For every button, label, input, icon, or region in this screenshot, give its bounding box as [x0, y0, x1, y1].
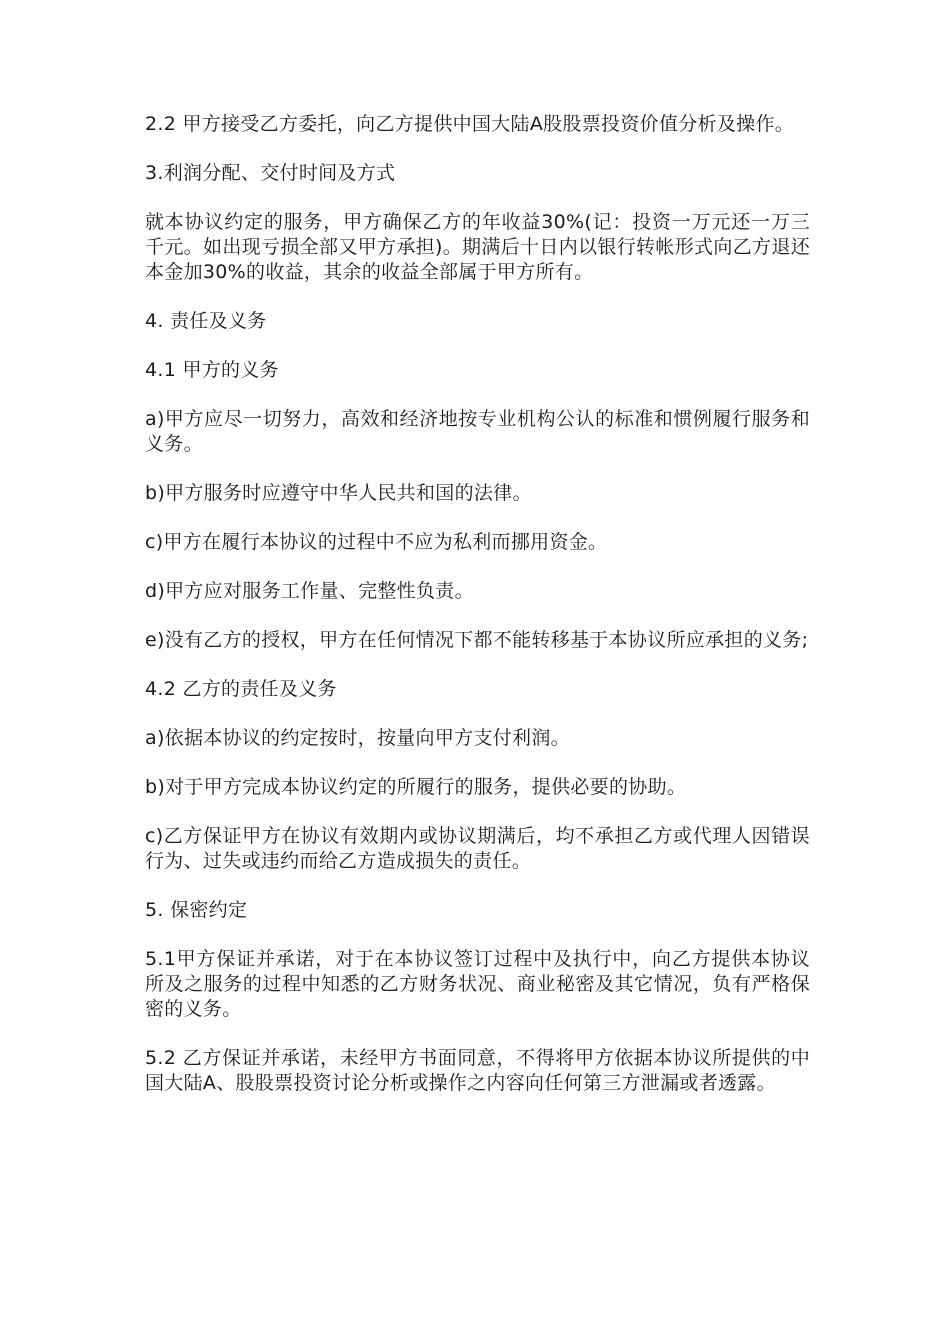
clause-4-2-b: b)对于甲方完成本协议约定的所履行的服务，提供必要的协助。: [145, 776, 687, 798]
clause-4-1-b: b)甲方服务时应遵守中华人民共和国的法律。: [145, 482, 532, 504]
clause-4-2-heading: 4.2 乙方的责任及义务: [145, 678, 337, 700]
clause-4-1-heading: 4.1 甲方的义务: [145, 359, 279, 381]
clause-4-2-a: a)依据本协议的约定按时，按量向甲方支付利润。: [145, 727, 570, 749]
clause-4-1-a: a)甲方应尽一切努力，高效和经济地按专业机构公认的标准和惯例履行服务和义务。: [145, 408, 810, 455]
profit-distribution-text: 就本协议约定的服务，甲方确保乙方的年收益30%(记：投资一万元还一万三千元。如出现亏损全部又甲方承担)。期满后十日内以银行转帐形式向乙方退还本金加30%的收益，其余的收益全部属于甲方所有。: [145, 211, 810, 283]
section-5-heading: 5. 保密约定: [145, 899, 248, 921]
clause-2-2: 2.2 甲方接受乙方委托，向乙方提供中国大陆A股股票投资价值分析及操作。: [145, 113, 795, 135]
section-4-heading: 4. 责任及义务: [145, 310, 267, 332]
clause-4-2-c: c)乙方保证甲方在协议有效期内或协议期满后，均不承担乙方或代理人因错误行为、过失或违约而给乙方造成损失的责任。: [145, 825, 810, 872]
section-3-heading: 3.利润分配、交付时间及方式: [145, 162, 396, 184]
clause-5-1: 5.1甲方保证并承诺，对于在本协议签订过程中及执行中，向乙方提供本协议所及之服务的过程中知悉的乙方财务状况、商业秘密及其它情况，负有严格保密的义务。: [145, 948, 810, 1020]
clause-4-1-c: c)甲方在履行本协议的过程中不应为私利而挪用资金。: [145, 531, 608, 553]
clause-4-1-d: d)甲方应对服务工作量、完整性负责。: [145, 580, 474, 602]
clause-5-2: 5.2 乙方保证并承诺，未经甲方书面同意，不得将甲方依据本协议所提供的中国大陆A、股股票投资讨论分析或操作之内容向任何第三方泄漏或者透露。: [145, 1047, 810, 1094]
document-body: [145, 112, 810, 1120]
clause-4-1-e: e)没有乙方的授权，甲方在任何情况下都不能转移基于本协议所应承担的义务;: [145, 629, 809, 651]
